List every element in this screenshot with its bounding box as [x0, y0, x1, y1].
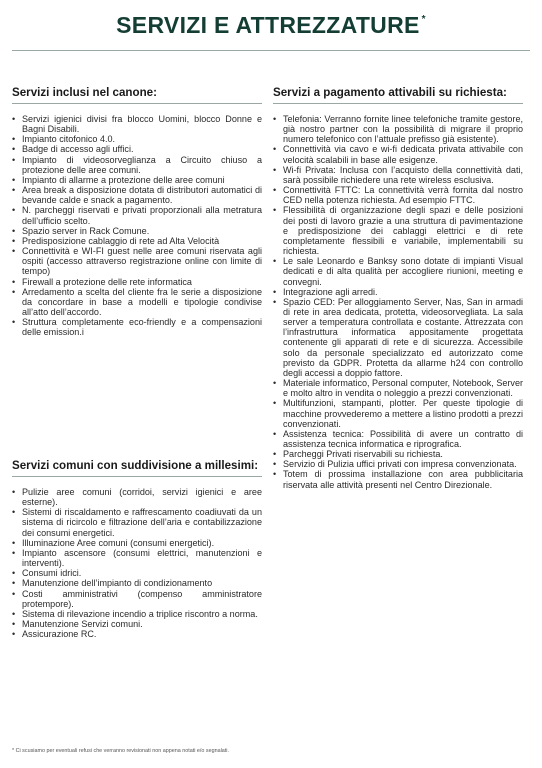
paid-services-heading: Servizi a pagamento attivabili su richiesta: [273, 86, 507, 99]
list-item: • Sistema di rilevazione incendio a triplice riscontro a norma. [12, 609, 262, 619]
shared-services-heading: Servizi comuni con suddivisione a millesimi: [12, 459, 259, 472]
paid-services-section [273, 86, 523, 490]
paid-services-list [273, 114, 523, 490]
footnote: * Ci scusiamo per eventuali refusi che verranno revisionati non appena notati e/o segnalati. [12, 748, 229, 754]
list-item: • Costi amministrativi (compenso amministratore protempore). [12, 589, 262, 609]
included-services-list [12, 114, 262, 337]
list-item: • Manutenzione Servizi comuni. [12, 619, 262, 629]
page-title-text: SERVIZI E ATTREZZATURE [116, 12, 420, 38]
list-item: • Impianto citofonico 4.0. [12, 134, 262, 144]
list-item: • Le sale Leonardo e Banksy sono dotate di impianti Visual dedicati e di alta qualità per accogliere riunioni, meeting e convegni. [273, 256, 523, 286]
section-divider [12, 103, 262, 104]
list-item: • Spazio server in Rack Comune. [12, 226, 262, 236]
title-asterisk: * [421, 14, 426, 25]
list-item: • Assistenza tecnica: Possibilità di avere un contratto di assistenza tecnica informatica e riprografica. [273, 429, 523, 449]
list-item: • Flessibilità di organizzazione degli spazi e delle posizioni dei posti di lavoro grazie a una struttura di pavimentazione e predisposizione dei cablaggi elettrici e di rete completamente flessibili e variabile, implementabili su richiesta. [273, 205, 523, 256]
list-item: • Predisposizione cablaggio di rete ad Alta Velocità [12, 236, 262, 246]
list-item: • Servizio di Pulizia uffici privati con impresa convenzionata. [273, 459, 523, 469]
list-item: • Telefonia: Verranno fornite linee telefoniche tramite gestore, già nostro partner con la possibilità di migrare il proprio numero telefonico con l’attuale prefisso già esistente). [273, 114, 523, 144]
list-item: • Impianto di allarme a protezione delle aree comuni [12, 175, 262, 185]
list-item: • Badge di accesso agli uffici. [12, 144, 262, 154]
list-item: • Arredamento a scelta del cliente fra le serie a disposizione da concordare in base a modelli e tipologie condivise all’atto dell’accordo. [12, 287, 262, 317]
list-item: • Connettività via cavo e wi-fi dedicata privata attivabile con velocità scalabili in base alle esigenze. [273, 144, 523, 164]
list-item: • Spazio CED: Per alloggiamento Server, Nas, San in armadi di rete in area dedicata, protetta, videosorvegliata. La sala server a temperatura controllata e costante. Attrezzata con l’infrastruttura informatica appositamente progettata contenente gli apparati di rete e di sicurezza. Accessibile solo da personale specializzato ed autorizzato come previsto da GDPR. Protetta da allarme h24 con controllo degli accessi a doppio fattore. [273, 297, 523, 378]
list-item: • Pulizie aree comuni (corridoi, servizi igienici e aree esterne). [12, 487, 262, 507]
list-item: • Integrazione agli arredi. [273, 287, 523, 297]
list-item: • N. parcheggi riservati e privati proporzionali alla metratura dell’ufficio scelto. [12, 205, 262, 225]
included-services-heading: Servizi inclusi nel canone: [12, 86, 157, 99]
list-item: • Impianto di videosorveglianza a Circuito chiuso a protezione delle aree comuni. [12, 155, 262, 175]
list-item: • Totem di prossima installazione con area pubblicitaria riservata alle attività presenti nel Centro Direzionale. [273, 469, 523, 489]
shared-services-list [12, 487, 262, 639]
list-item: • Sistemi di riscaldamento e raffrescamento coadiuvati da un sistema di ricircolo e filtrazione dell’aria e contabilizzazione dei consumi energetici. [12, 507, 262, 537]
title-divider [12, 50, 530, 51]
list-item: • Multifunzioni, stampanti, plotter. Per queste tipologie di macchine provvederemo a mettere a listino prodotti a prezzi convenzionati. [273, 398, 523, 428]
list-item: • Area break a disposizione dotata di distributori automatici di bevande calde e snack a pagamento. [12, 185, 262, 205]
section-divider [12, 476, 262, 477]
list-item: • Servizi igienici divisi fra blocco Uomini, blocco Donne e Bagni Disabili. [12, 114, 262, 134]
list-item: • Connettività FTTC: La connettività verrà fornita dal nostro CED nella potenza richiesta. Ad esempio FTTC. [273, 185, 523, 205]
list-item: • Consumi idrici. [12, 568, 262, 578]
list-item: • Connettività e WI-FI guest nelle aree comuni riservata agli ospiti (accesso attraverso registrazione online con limite di tempo) [12, 246, 262, 276]
section-divider [273, 103, 523, 104]
list-item: • Materiale informatico, Personal computer, Notebook, Server e molto altro in vendita o noleggio a prezzi convenzionati. [273, 378, 523, 398]
list-item: • Illuminazione Aree comuni (consumi energetici). [12, 538, 262, 548]
list-item: • Parcheggi Privati riservabili su richiesta. [273, 449, 523, 459]
page-title [0, 12, 542, 39]
list-item: • Impianto ascensore (consumi elettrici, manutenzioni e interventi). [12, 548, 262, 568]
list-item: • Manutenzione dell’impianto di condizionamento [12, 578, 262, 588]
list-item: • Struttura completamente eco-friendly e a compensazioni delle emission.i [12, 317, 262, 337]
list-item: • Firewall a protezione delle rete informatica [12, 277, 262, 287]
list-item: • Wi-fi Privata: Inclusa con l’acquisto della connettività dati, sarà possibile richiedere una rete wireless esclusiva. [273, 165, 523, 185]
shared-services-section [12, 459, 262, 639]
included-services-section [12, 86, 262, 337]
list-item: • Assicurazione RC. [12, 629, 262, 639]
